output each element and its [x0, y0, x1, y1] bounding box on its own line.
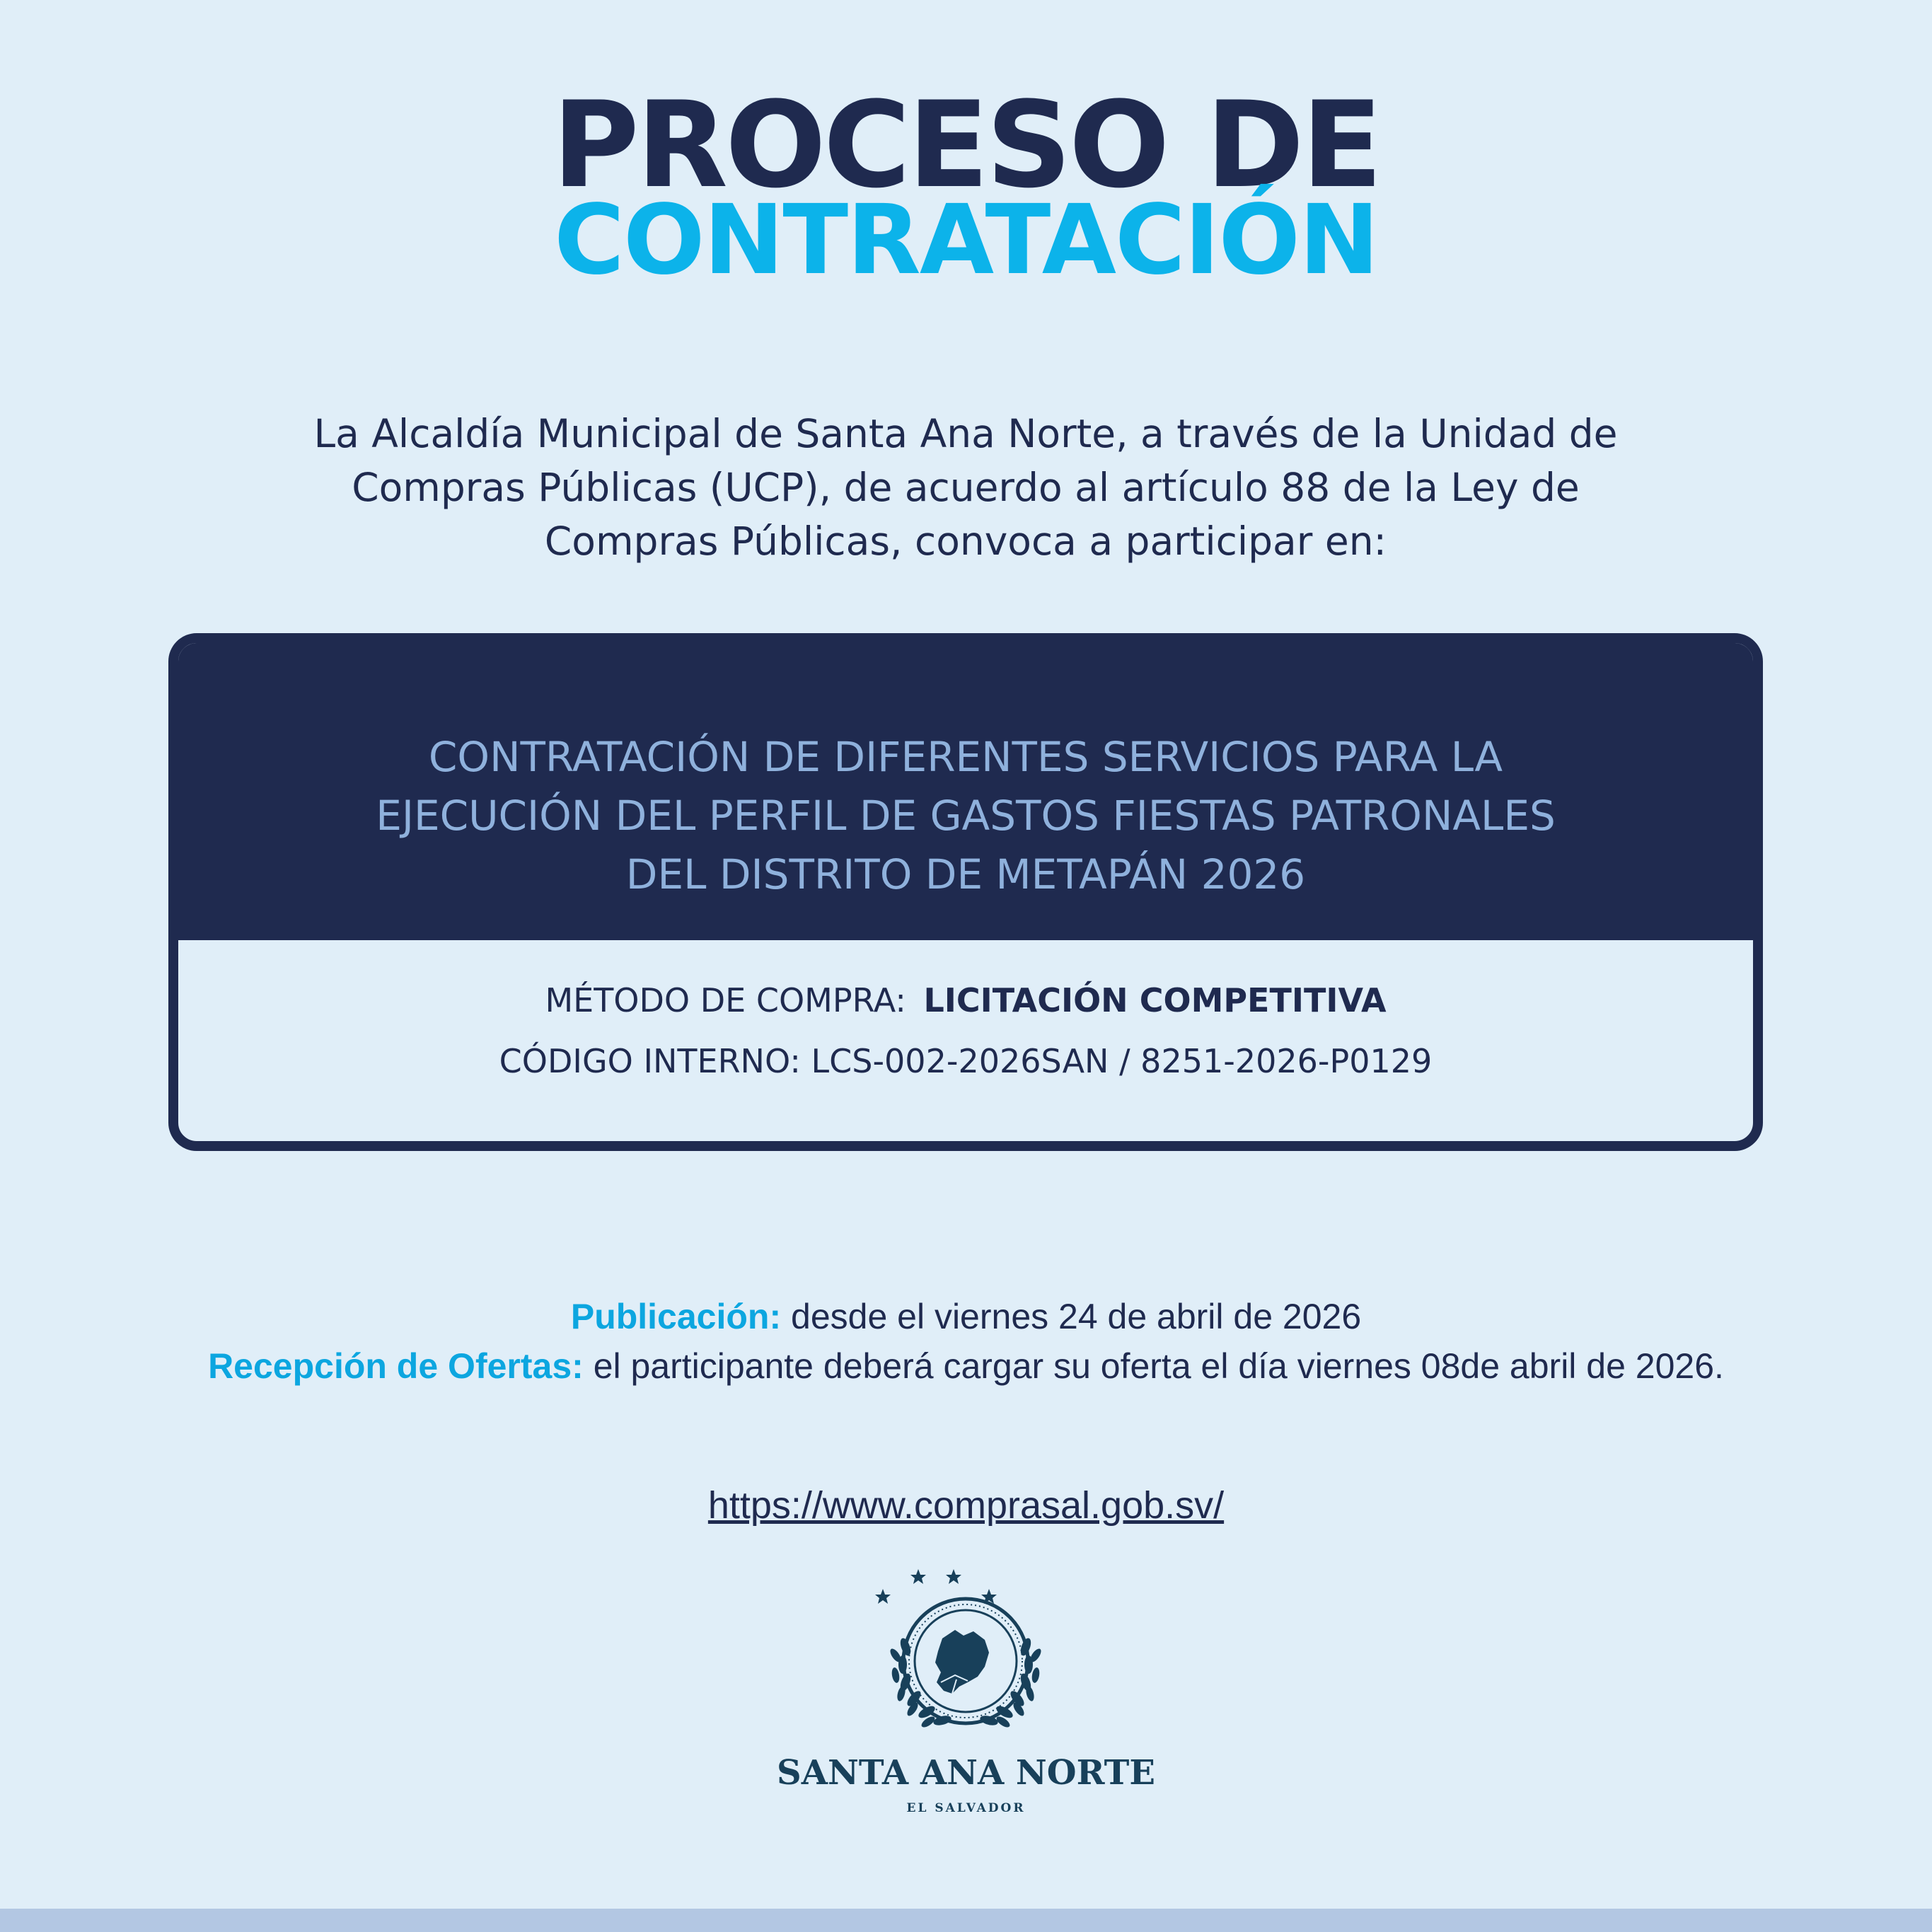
process-card-header	[178, 643, 1753, 940]
reception-value: el participante deberá cargar su oferta el día viernes 08de abril de 2026.	[593, 1346, 1724, 1386]
purchase-method-label: MÉTODO DE COMPRA:	[545, 981, 906, 1019]
comprasal-link[interactable]: https://www.comprasal.gob.sv/	[707, 1484, 1225, 1527]
publication-value: desde el viernes 24 de abril de 2026	[791, 1297, 1362, 1336]
publication-line	[0, 1292, 1932, 1341]
process-name-line: EJECUCIÓN DEL PERFIL DE GASTOS FIESTAS PATRONALES	[376, 792, 1556, 840]
comprasal-link-container	[0, 1477, 1932, 1534]
process-card	[168, 633, 1763, 1151]
page-title-line2: CONTRATACIÓN	[554, 185, 1378, 296]
process-name	[221, 728, 1711, 904]
purchase-method-value: LICITACIÓN COMPETITIVA	[923, 981, 1387, 1019]
intro-line: Compras Públicas, convoca a participar en:	[544, 519, 1387, 564]
intro-line: La Alcaldía Municipal de Santa Ana Norte, a través de la Unidad de	[313, 411, 1618, 456]
intro-paragraph	[233, 407, 1698, 568]
logo-name: SANTA ANA NORTE	[777, 1753, 1155, 1793]
process-name-line: DEL DISTRITO DE METAPÁN 2026	[625, 850, 1306, 898]
municipal-emblem-icon	[867, 1562, 1065, 1760]
internal-code	[178, 1036, 1753, 1086]
page-title-line1: PROCESO DE	[552, 76, 1380, 214]
star-icon	[875, 1589, 891, 1604]
bottom-strip	[0, 1909, 1932, 1932]
logo-country: EL SALVADOR	[906, 1801, 1026, 1815]
process-name-line: CONTRATACIÓN DE DIFERENTES SERVICIOS PARA LA	[428, 733, 1503, 781]
internal-code-value: LCS-002-2026SAN / 8251-2026-P0129	[811, 1042, 1433, 1080]
star-icon	[910, 1569, 926, 1584]
reception-line	[0, 1341, 1932, 1391]
star-icon	[946, 1569, 961, 1584]
intro-line: Compras Públicas (UCP), de acuerdo al artículo 88 de la Ley de	[352, 465, 1580, 510]
internal-code-label: CÓDIGO INTERNO:	[499, 1042, 801, 1080]
reception-label: Recepción de Ofertas:	[208, 1346, 584, 1386]
purchase-method	[178, 976, 1753, 1025]
publication-label: Publicación:	[570, 1297, 782, 1336]
